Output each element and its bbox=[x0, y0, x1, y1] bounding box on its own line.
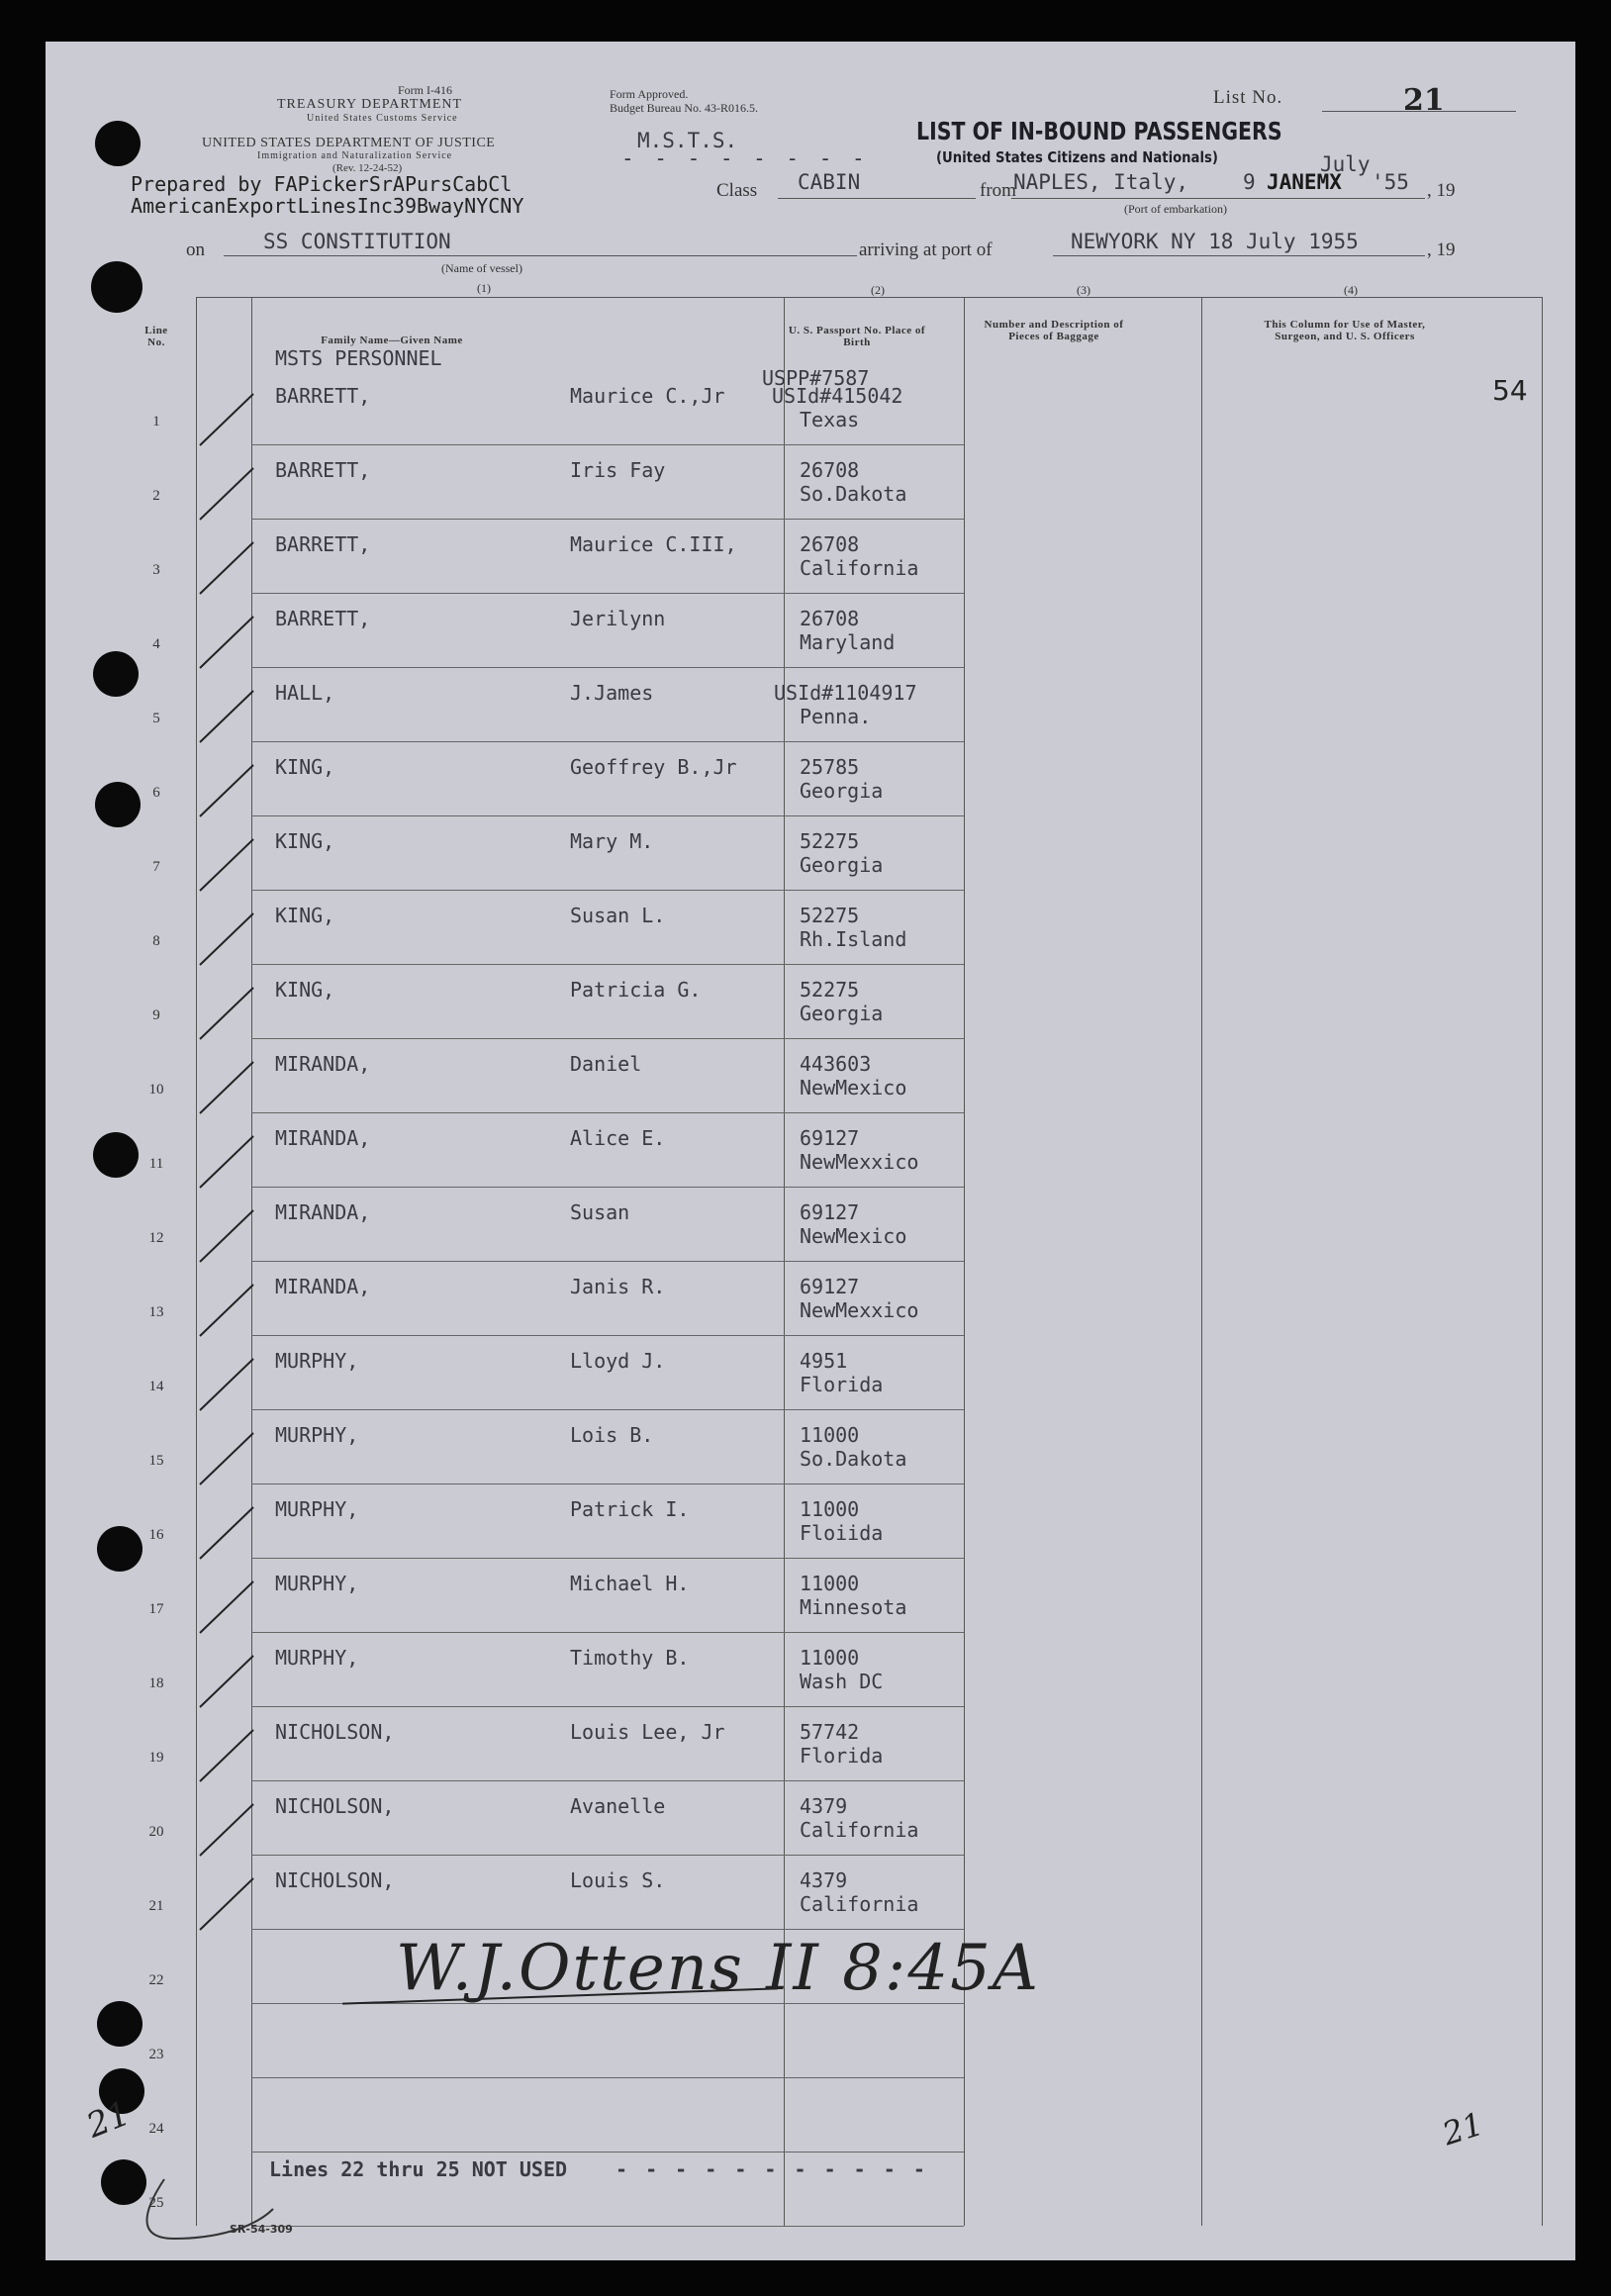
table-rule bbox=[196, 297, 1542, 298]
line-number: 20 bbox=[148, 1824, 164, 1840]
check-tick bbox=[194, 909, 263, 969]
given-name: Daniel bbox=[570, 1052, 642, 1076]
unused-lines-note: Lines 22 thru 25 NOT USED bbox=[269, 2157, 568, 2181]
table-rule bbox=[251, 1855, 964, 1856]
family-name: MIRANDA, bbox=[275, 1126, 371, 1150]
revision-date: (Rev. 12-24-52) bbox=[332, 162, 403, 174]
passport-number: 26708 bbox=[800, 458, 860, 482]
table-rule bbox=[251, 890, 964, 891]
check-tick bbox=[194, 1429, 263, 1488]
header-name: Family Name—Given Name bbox=[321, 335, 463, 346]
table-rule bbox=[251, 593, 964, 594]
passport-number-secondary: USId#415042 bbox=[772, 384, 903, 408]
given-name: Jerilynn bbox=[570, 607, 666, 630]
group-label: MSTS PERSONNEL bbox=[275, 346, 442, 370]
form-approved: Form Approved. bbox=[610, 87, 689, 101]
passport-number: 52275 bbox=[800, 829, 860, 853]
given-name: J.James bbox=[570, 681, 654, 705]
given-name: Patrick I. bbox=[570, 1497, 690, 1521]
passport-number: 57742 bbox=[800, 1720, 860, 1744]
line-number: 6 bbox=[152, 785, 160, 801]
table-rule bbox=[251, 667, 964, 668]
place-of-birth: Maryland bbox=[800, 630, 896, 654]
from-year-suffix: , 19 bbox=[1427, 180, 1456, 201]
table-rule bbox=[1201, 297, 1202, 2226]
check-tick bbox=[194, 390, 263, 449]
given-name: Alice E. bbox=[570, 1126, 666, 1150]
punch-hole bbox=[95, 121, 141, 166]
unused-lines-dashes: - - - - - - - - - - - bbox=[616, 2157, 928, 2181]
check-tick bbox=[194, 1132, 263, 1192]
family-name: MURPHY, bbox=[275, 1349, 359, 1373]
punch-hole bbox=[93, 651, 139, 697]
table-rule bbox=[251, 1483, 964, 1484]
family-name: MIRANDA, bbox=[275, 1052, 371, 1076]
passport-number: 443603 bbox=[800, 1052, 872, 1076]
given-name: Janis R. bbox=[570, 1275, 666, 1298]
place-of-birth: California bbox=[800, 556, 919, 580]
check-tick bbox=[194, 835, 263, 895]
place-of-birth: Floiida bbox=[800, 1521, 884, 1545]
on-label: on bbox=[186, 239, 205, 260]
header-officers: This Column for Use of Master, Surgeon, and U. S. Officers bbox=[1264, 319, 1426, 342]
line-number: 21 bbox=[148, 1898, 164, 1914]
given-name: Avanelle bbox=[570, 1794, 666, 1818]
line-number: 18 bbox=[148, 1675, 164, 1691]
customs-service: United States Customs Service bbox=[307, 113, 458, 124]
family-name: MURPHY, bbox=[275, 1646, 359, 1670]
from-month-struck: JANEMX bbox=[1267, 170, 1342, 194]
family-name: KING, bbox=[275, 755, 335, 779]
table-rule bbox=[251, 1335, 964, 1336]
line-number: 10 bbox=[148, 1082, 164, 1098]
table-rule bbox=[251, 1261, 964, 1262]
line-number: 25 bbox=[148, 2195, 164, 2211]
line-number: 16 bbox=[148, 1527, 164, 1543]
header-passport: U. S. Passport No. Place of Birth bbox=[788, 325, 926, 348]
passport-number: 11000 bbox=[800, 1646, 860, 1670]
line-number: 7 bbox=[152, 859, 160, 875]
punch-hole bbox=[91, 261, 142, 313]
header-line-no: Line No. bbox=[144, 325, 168, 348]
table-rule bbox=[251, 2077, 964, 2078]
officer-signature: W.J.Ottens II 8:45A bbox=[396, 1932, 1040, 2005]
justice-department: UNITED STATES DEPARTMENT OF JUSTICE bbox=[202, 136, 496, 150]
given-name: Geoffrey B.,Jr bbox=[570, 755, 737, 779]
line-number: 1 bbox=[152, 414, 160, 430]
passport-number: 11000 bbox=[800, 1423, 860, 1447]
vessel-name: SS CONSTITUTION bbox=[263, 230, 451, 253]
check-tick bbox=[194, 761, 263, 820]
table-rule bbox=[251, 815, 964, 816]
line-number: 11 bbox=[148, 1156, 164, 1172]
place-of-birth: Minnesota bbox=[800, 1595, 907, 1619]
col-num-4: (4) bbox=[1344, 283, 1358, 297]
place-of-birth: Georgia bbox=[800, 853, 884, 877]
line-number: 15 bbox=[148, 1453, 164, 1469]
passport-number: USPP#7587 bbox=[762, 366, 870, 390]
passport-number: USId#1104917 bbox=[774, 681, 917, 705]
family-name: MIRANDA, bbox=[275, 1275, 371, 1298]
col-num-3: (3) bbox=[1077, 283, 1090, 297]
family-name: KING, bbox=[275, 904, 335, 927]
check-tick bbox=[194, 1726, 263, 1785]
given-name: Louis S. bbox=[570, 1868, 666, 1892]
margin-count: 54 bbox=[1492, 374, 1528, 407]
table-rule bbox=[251, 444, 964, 445]
table-rule bbox=[251, 1706, 964, 1707]
form-number: Form I-416 bbox=[398, 83, 452, 97]
passport-number: 69127 bbox=[800, 1126, 860, 1150]
place-of-birth: Florida bbox=[800, 1373, 884, 1396]
given-name: Maurice C.,Jr bbox=[570, 384, 725, 408]
given-name: Michael H. bbox=[570, 1572, 690, 1595]
table-rule bbox=[251, 1409, 964, 1410]
form-code: SR-54-309 bbox=[230, 2223, 293, 2236]
line-number: 4 bbox=[152, 636, 160, 652]
line-number: 19 bbox=[148, 1750, 164, 1766]
passport-number: 26708 bbox=[800, 532, 860, 556]
from-month: July bbox=[1320, 152, 1371, 176]
check-tick bbox=[194, 1874, 263, 1934]
table-rule bbox=[251, 1929, 964, 1930]
punch-hole bbox=[97, 2001, 142, 2047]
corner-number-right: 21 bbox=[1438, 2104, 1488, 2153]
check-tick bbox=[194, 1503, 263, 1563]
arrival-port-date: NEWYORK NY 18 July 1955 bbox=[1071, 230, 1359, 253]
passport-number: 69127 bbox=[800, 1275, 860, 1298]
budget-bureau: Budget Bureau No. 43-R016.5. bbox=[610, 101, 758, 115]
family-name: KING, bbox=[275, 829, 335, 853]
passport-number: 52275 bbox=[800, 904, 860, 927]
given-name: Maurice C.III, bbox=[570, 532, 737, 556]
line-number: 13 bbox=[148, 1304, 164, 1320]
family-name: BARRETT, bbox=[275, 607, 371, 630]
table-rule bbox=[251, 1780, 964, 1781]
check-tick bbox=[194, 984, 263, 1043]
check-tick bbox=[194, 1355, 263, 1414]
table-rule bbox=[251, 2226, 964, 2227]
class-label: Class bbox=[716, 180, 758, 201]
place-of-birth: So.Dakota bbox=[800, 482, 907, 506]
table-rule bbox=[251, 1038, 964, 1039]
table-rule bbox=[251, 519, 964, 520]
check-tick bbox=[194, 1652, 263, 1711]
check-tick bbox=[194, 1800, 263, 1860]
passport-number: 25785 bbox=[800, 755, 860, 779]
header-baggage: Number and Description of Pieces of Baggage bbox=[984, 319, 1124, 342]
manifest-sheet bbox=[46, 42, 1575, 2260]
line-number: 9 bbox=[152, 1007, 160, 1023]
arrival-underline bbox=[1053, 255, 1425, 256]
family-name: MURPHY, bbox=[275, 1423, 359, 1447]
check-tick bbox=[194, 1206, 263, 1266]
given-name: Lois B. bbox=[570, 1423, 654, 1447]
line-number: 2 bbox=[152, 488, 160, 504]
place-of-birth: NewMexxico bbox=[800, 1150, 919, 1174]
family-name: BARRETT, bbox=[275, 532, 371, 556]
family-name: MIRANDA, bbox=[275, 1200, 371, 1224]
place-of-birth: NewMexico bbox=[800, 1076, 907, 1100]
family-name: BARRETT, bbox=[275, 384, 371, 408]
given-name: Susan bbox=[570, 1200, 630, 1224]
check-tick bbox=[194, 613, 263, 672]
prepared-by-line-2: AmericanExportLinesInc39BwayNYCNY bbox=[131, 194, 524, 218]
place-of-birth: California bbox=[800, 1818, 919, 1842]
passport-number: 4951 bbox=[800, 1349, 848, 1373]
check-tick bbox=[194, 464, 263, 524]
class-value: CABIN bbox=[798, 170, 861, 194]
family-name: NICHOLSON, bbox=[275, 1794, 395, 1818]
given-name: Iris Fay bbox=[570, 458, 666, 482]
passport-number: 69127 bbox=[800, 1200, 860, 1224]
place-of-birth: Wash DC bbox=[800, 1670, 884, 1693]
table-rule bbox=[251, 1112, 964, 1113]
place-of-birth: California bbox=[800, 1892, 919, 1916]
list-no-label: List No. bbox=[1213, 87, 1283, 108]
table-rule bbox=[251, 1558, 964, 1559]
msts-stamp: M.S.T.S. bbox=[637, 129, 738, 152]
given-name: Timothy B. bbox=[570, 1646, 690, 1670]
family-name: BARRETT, bbox=[275, 458, 371, 482]
place-of-birth: Penna. bbox=[800, 705, 872, 728]
line-number: 22 bbox=[148, 1972, 164, 1988]
line-number: 24 bbox=[148, 2121, 164, 2137]
line-number: 3 bbox=[152, 562, 160, 578]
line-number: 17 bbox=[148, 1601, 164, 1617]
vessel-underline bbox=[224, 255, 857, 256]
from-label: from bbox=[980, 180, 1016, 201]
given-name: Susan L. bbox=[570, 904, 666, 927]
place-of-birth: So.Dakota bbox=[800, 1447, 907, 1471]
punch-hole bbox=[95, 782, 141, 827]
arriving-label: arriving at port of bbox=[859, 239, 993, 260]
from-port: NAPLES, Italy, bbox=[1013, 170, 1189, 194]
place-of-birth: NewMexico bbox=[800, 1224, 907, 1248]
table-rule bbox=[251, 964, 964, 965]
family-name: HALL, bbox=[275, 681, 335, 705]
col-num-2: (2) bbox=[871, 283, 885, 297]
given-name: Louis Lee, Jr bbox=[570, 1720, 725, 1744]
passport-number: 4379 bbox=[800, 1868, 848, 1892]
line-number: 8 bbox=[152, 933, 160, 949]
given-name: Lloyd J. bbox=[570, 1349, 666, 1373]
col-num-1: (1) bbox=[477, 281, 491, 295]
prepared-by-line-1: Prepared by FAPickerSrAPursCabCl bbox=[131, 172, 513, 196]
place-of-birth: NewMexxico bbox=[800, 1298, 919, 1322]
list-no-value: 21 bbox=[1403, 83, 1445, 118]
passport-number: 4379 bbox=[800, 1794, 848, 1818]
passport-number: 26708 bbox=[800, 607, 860, 630]
from-day: 9 bbox=[1243, 170, 1256, 194]
table-rule bbox=[251, 1187, 964, 1188]
corner-number-left: 21 bbox=[81, 2093, 137, 2147]
table-rule bbox=[251, 741, 964, 742]
check-tick bbox=[194, 687, 263, 746]
red-pencil-mark bbox=[125, 2169, 283, 2248]
passport-number: 52275 bbox=[800, 978, 860, 1002]
family-name: NICHOLSON, bbox=[275, 1868, 395, 1892]
passport-number: 11000 bbox=[800, 1497, 860, 1521]
line-number: 14 bbox=[148, 1379, 164, 1394]
manifest-subtitle: (United States Citizens and Nationals) bbox=[936, 148, 1218, 166]
given-name: Patricia G. bbox=[570, 978, 702, 1002]
punch-hole bbox=[93, 1132, 139, 1178]
class-underline bbox=[778, 198, 976, 199]
family-name: NICHOLSON, bbox=[275, 1720, 395, 1744]
line-number: 23 bbox=[148, 2047, 164, 2062]
manifest-title: LIST OF IN-BOUND PASSENGERS bbox=[916, 117, 1282, 145]
from-underline bbox=[1011, 198, 1425, 199]
place-of-birth: Georgia bbox=[800, 779, 884, 803]
arrival-year-suffix: , 19 bbox=[1427, 239, 1456, 260]
given-name: Mary M. bbox=[570, 829, 654, 853]
check-tick bbox=[194, 1578, 263, 1637]
treasury-department: TREASURY DEPARTMENT bbox=[277, 97, 463, 112]
family-name: MURPHY, bbox=[275, 1497, 359, 1521]
passport-number: 11000 bbox=[800, 1572, 860, 1595]
msts-dashes: - - - - - - - - bbox=[621, 146, 869, 170]
line-number: 12 bbox=[148, 1230, 164, 1246]
port-embarkation-label: (Port of embarkation) bbox=[1124, 202, 1227, 216]
place-of-birth: Texas bbox=[800, 408, 860, 431]
check-tick bbox=[194, 1281, 263, 1340]
place-of-birth: Georgia bbox=[800, 1002, 884, 1025]
place-of-birth: Rh.Island bbox=[800, 927, 907, 951]
table-rule bbox=[251, 1632, 964, 1633]
family-name: KING, bbox=[275, 978, 335, 1002]
table-rule bbox=[1542, 297, 1543, 2226]
vessel-name-label: (Name of vessel) bbox=[441, 261, 522, 275]
ins-service: Immigration and Naturalization Service bbox=[257, 150, 453, 161]
from-year: '55 bbox=[1372, 170, 1409, 194]
family-name: MURPHY, bbox=[275, 1572, 359, 1595]
check-tick bbox=[194, 538, 263, 598]
check-tick bbox=[194, 1058, 263, 1117]
place-of-birth: Florida bbox=[800, 1744, 884, 1768]
line-number: 5 bbox=[152, 711, 160, 726]
